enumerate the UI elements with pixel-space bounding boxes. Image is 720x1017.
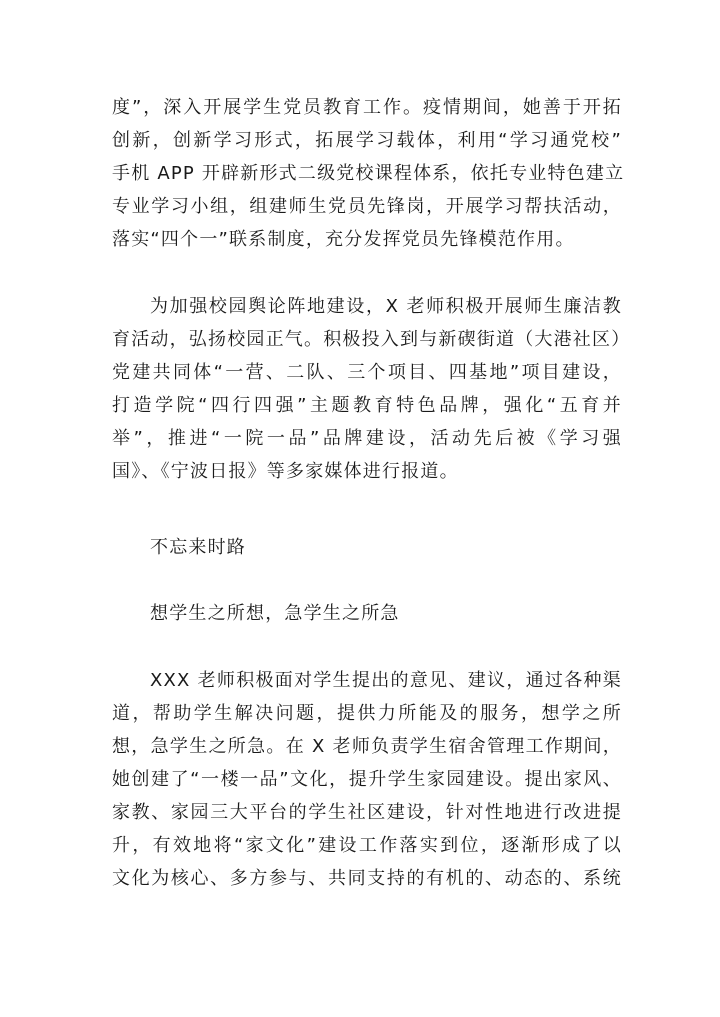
text-line: 创新，创新学习形式，拓展学习载体，利用“学习通党校” [112, 130, 622, 151]
subheading-text: 想学生之所想，急学生之所急 [150, 603, 400, 624]
text-line: 道，帮助学生解决问题，提供力所能及的服务，想学之所 [112, 703, 622, 724]
heading-text: 不忘来时路 [150, 537, 246, 558]
text-line: 专业学习小组，组建师生党员先锋岗，开展学习帮扶活动， [112, 196, 622, 217]
paragraph-student-service [112, 664, 622, 895]
text-line: 度”，深入开展学生党员教育工作。疫情期间，她善于开拓 [112, 97, 622, 118]
text-line: 升，有效地将“家文化”建设工作落实到位，逐渐形成了以 [112, 835, 622, 856]
paragraph-campus-opinion [112, 290, 631, 488]
text-line: 手机 APP 开辟新形式二级党校课程体系，依托专业特色建立 [112, 163, 625, 184]
text-line: 文化为核心、多方参与、共同支持的有机的、动态的、系统 [112, 868, 622, 889]
text-line: 打造学院“四行四强”主题教育特色品牌，强化“五育并 [112, 395, 622, 416]
paragraph-party-education [112, 91, 625, 256]
section-heading [112, 531, 622, 564]
text-line: 国》、《宁波日报》等多家媒体进行报道。 [112, 461, 459, 482]
text-line: 落实“四个一”联系制度，充分发挥党员先锋模范作用。 [112, 229, 575, 250]
text-line: XXX 老师积极面对学生提出的意见、建议，通过各种渠 [150, 670, 622, 691]
section-subheading [112, 597, 622, 630]
text-line: 想，急学生之所急。在 X 老师负责学生宿舍管理工作期间， [112, 736, 622, 757]
text-line: 为加强校园舆论阵地建设，X 老师积极开展师生廉洁教 [150, 296, 622, 317]
text-line: 党建共同体“一营、二队、三个项目、四基地”项目建设， [112, 362, 622, 383]
text-line: 举”，推进“一院一品”品牌建设，活动先后被《学习强 [112, 428, 622, 449]
text-line: 家教、家园三大平台的学生社区建设，针对性地进行改进提 [112, 802, 622, 823]
text-line: 她创建了“一楼一品”文化，提升学生家园建设。提出家风、 [112, 769, 622, 790]
text-line: 育活动，弘扬校园正气。积极投入到与新碶街道（大港社区） [112, 329, 631, 350]
